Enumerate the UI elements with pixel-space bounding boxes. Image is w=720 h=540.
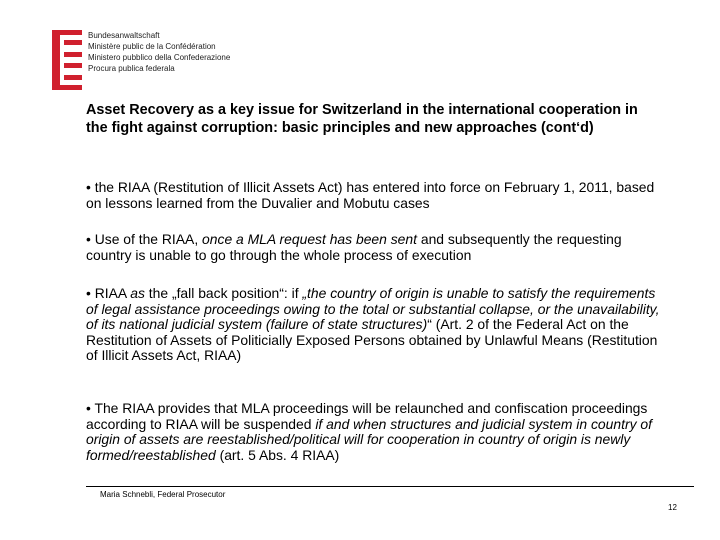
bullet-mla-relaunch: • The RIAA provides that MLA proceedings will be relaunched and confiscation proceedings according to RIAA will be suspended if and when structures and judicial system in country of origin of assets are reestablished/political will for cooperation in country of origin is newly formed/reestablished (art. 5 Abs. 4 RIAA) (86, 400, 652, 463)
org-line-it: Ministero pubblico della Confederazione (88, 53, 231, 62)
org-line-de: Bundesanwaltschaft (88, 31, 160, 40)
bullet-fall-back-position: • RIAA as the „fall back position“: if „the country of origin is unable to satisfy the requirements of legal assistance proceedings owing to the total or substantial collapse, or the unavailability, of its national judicial system (failure of state structures)“ (Art. 2 of the Federal Act on the Restitution of Assets of Politicially Exposed Persons obtained by Unlawful Means (Restitution of Illicit Assets Act, RIAA) (86, 285, 660, 363)
slide-title: Asset Recovery as a key issue for Switzerland in the international cooperation in the fight against corruption: basic principles and new approaches (cont‘d) (86, 102, 638, 136)
footer-author: Maria Schnebli, Federal Prosecutor (100, 490, 226, 499)
swiss-federal-logo (52, 30, 82, 90)
org-line-fr: Ministère public de la Confédération (88, 42, 216, 51)
bullet-riaa-use: • Use of the RIAA, once a MLA request has been sent and subsequently the requesting country is unable to go through the whole process of execution (86, 231, 622, 263)
page-number: 12 (668, 503, 677, 512)
footer-divider (86, 486, 694, 487)
organization-name (88, 30, 230, 74)
bullet-riaa-entry: • the RIAA (Restitution of Illicit Assets Act) has entered into force on February 1, 2011, based on lessons learned from the Duvalier and Mobutu cases (86, 179, 655, 211)
org-line-rm: Procura publica federala (88, 64, 175, 73)
